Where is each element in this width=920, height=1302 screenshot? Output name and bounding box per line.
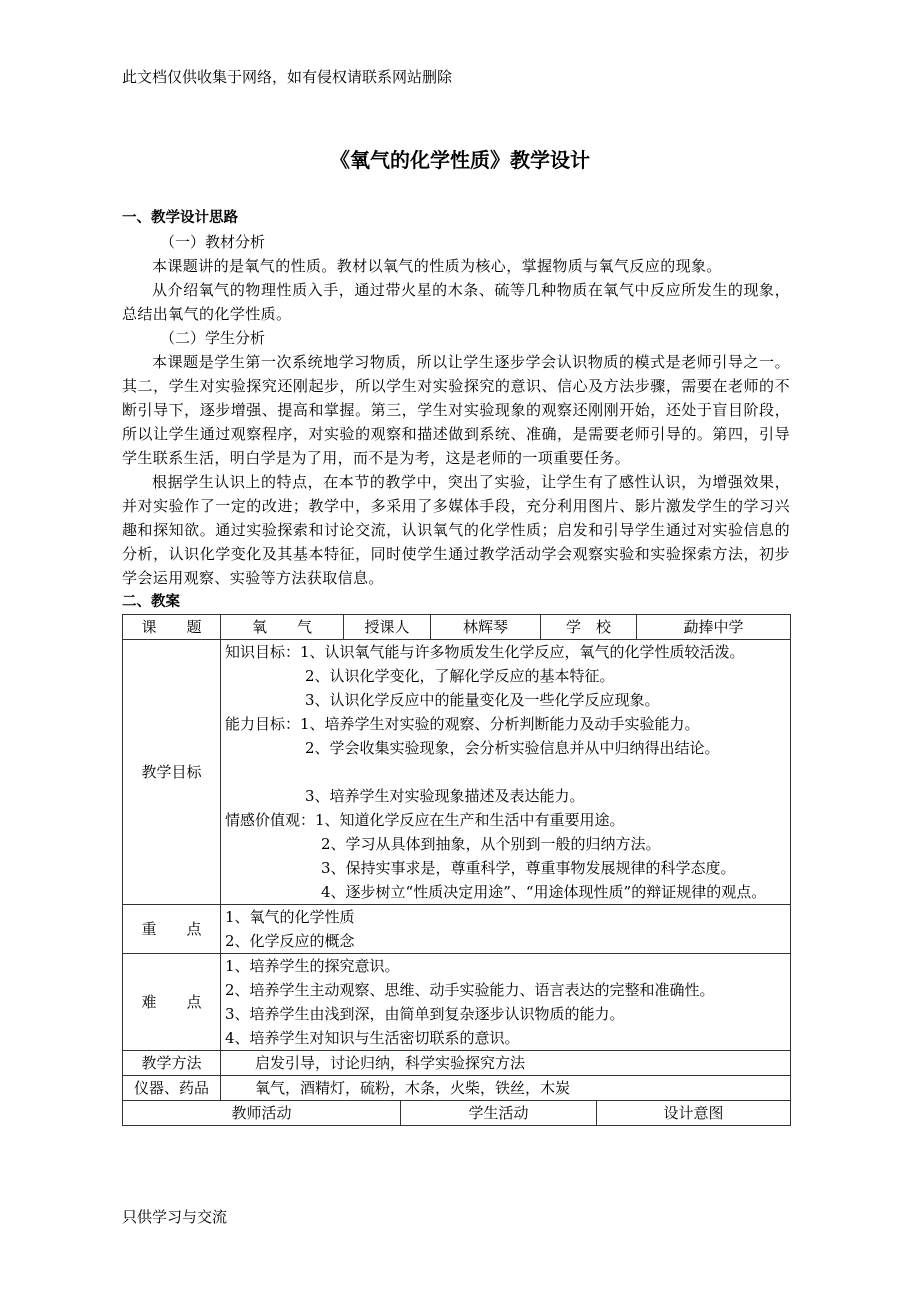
table-row bbox=[123, 615, 791, 640]
activity-header-table bbox=[122, 1100, 791, 1126]
table-row bbox=[123, 905, 791, 954]
method-cell: 启发引导，讨论归纳，科学实验探究方法 bbox=[221, 1051, 791, 1076]
goal-line: 3、认识化学反应中的能量变化及一些化学反应现象。 bbox=[305, 691, 660, 709]
focus-label: 重 点 bbox=[123, 905, 221, 954]
table-row bbox=[123, 1101, 791, 1126]
focus-line: 2、化学反应的概念 bbox=[225, 932, 355, 950]
table-row bbox=[123, 1051, 791, 1076]
paragraph: 根据学生认识上的特点，在本节的教学中，突出了实验，让学生有了感性认识，为增强效果，并对实验作了一定的改进；教学中，多采用了多媒体手段，充分利用图片、影片激发学生的学习兴趣和探知欲。通过实验探索和讨论交流，认识氧气的化学性质；启发和引导学生通过对实验信息的分析，认识化学变化及其基本特征，同时使学生通过教学活动学会观察实验和实验探索方法，初步学会运用观察、实验等方法获取信息。 bbox=[122, 473, 790, 587]
paragraph: 从介绍氧气的物理性质入手，通过带火星的木条、硫等几种物质在氧气中反应所发生的现象，总结出氧气的化学性质。 bbox=[122, 281, 790, 323]
cell-school: 勐捧中学 bbox=[637, 615, 791, 640]
goal-line: 3、培养学生对实验现象描述及表达能力。 bbox=[305, 787, 585, 805]
cell-teacher: 林辉琴 bbox=[431, 615, 541, 640]
method-label: 教学方法 bbox=[123, 1051, 221, 1076]
goal-line: 2、学习从具体到抽象，从个别到一般的归纳方法。 bbox=[321, 835, 661, 853]
paragraph: 本课题是学生第一次系统地学习物质，所以让学生逐步学会认识物质的模式是老师引导之一。其二，学生对实验探究还刚起步，所以学生对实验探究的意识、信心及方法步骤，需要在老师的不断引导下，逐步增强、提高和掌握。第三，学生对实验现象的观察还刚刚开始，还处于盲目阶段，所以让学生通过观察程序，对实验的观察和描述做到系统、准确，是需要老师引导的。第四，引导学生联系生活，明白学是为了用，而不是为考，这是老师的一项重要任务。 bbox=[122, 353, 790, 467]
goal-line: 情感价值观：1、知道化学反应在生产和生活中有重要用途。 bbox=[225, 811, 625, 829]
table-row bbox=[123, 640, 791, 905]
goals-cell bbox=[221, 640, 791, 905]
lesson-plan-table bbox=[122, 614, 791, 1101]
subsection-heading: （二）学生分析 bbox=[160, 329, 266, 347]
paragraph: 本课题讲的是氧气的性质。教材以氧气的性质为核心，掌握物质与氧气反应的现象。 bbox=[152, 257, 722, 275]
goal-line: 2、认识化学变化，了解化学反应的基本特征。 bbox=[305, 667, 615, 685]
goal-line: 能力目标：1、培养学生对实验的观察、分析判断能力及动手实验能力。 bbox=[225, 715, 700, 733]
goal-line: 4、逐步树立“性质决定用途”、“用途体现性质”的辩证规律的观点。 bbox=[321, 883, 767, 901]
footer-note: 只供学习与交流 bbox=[122, 1208, 228, 1226]
goal-line: 知识目标：1、认识氧气能与许多物质发生化学反应，氧气的化学性质较活泼。 bbox=[225, 643, 745, 661]
section-heading: 一、教学设计思路 bbox=[122, 210, 238, 226]
focus-line: 1、氧气的化学性质 bbox=[225, 908, 355, 926]
difficulty-line: 1、培养学生的探究意识。 bbox=[225, 957, 400, 975]
section-heading: 二、教案 bbox=[122, 594, 180, 610]
difficulty-label: 难 点 bbox=[123, 954, 221, 1051]
header-design-intent: 设计意图 bbox=[597, 1101, 791, 1126]
table-row bbox=[123, 954, 791, 1051]
cell-label: 授课人 bbox=[344, 615, 431, 640]
goal-line: 3、保持实事求是，尊重科学，尊重事物发展规律的科学态度。 bbox=[321, 859, 736, 877]
table-row bbox=[123, 1076, 791, 1101]
difficulty-line: 4、培养学生对知识与生活密切联系的意识。 bbox=[225, 1029, 520, 1047]
focus-cell bbox=[221, 905, 791, 954]
difficulty-line: 2、培养学生主动观察、思维、动手实验能力、语言表达的完整和准确性。 bbox=[225, 981, 715, 999]
cell-label: 课 题 bbox=[123, 615, 221, 640]
document-body bbox=[122, 206, 790, 1126]
equipment-cell: 氧气，酒精灯，硫粉，木条，火柴，铁丝，木炭 bbox=[221, 1076, 791, 1101]
header-teacher-activity: 教师活动 bbox=[123, 1101, 401, 1126]
difficulty-cell bbox=[221, 954, 791, 1051]
goal-line: 2、学会收集实验现象，会分析实验信息并从中归纳得出结论。 bbox=[305, 739, 720, 757]
subsection-heading: （一）教材分析 bbox=[160, 233, 266, 251]
header-student-activity: 学生活动 bbox=[401, 1101, 597, 1126]
cell-label: 学 校 bbox=[541, 615, 637, 640]
document-title: 《氧气的化学性质》教学设计 bbox=[330, 148, 590, 172]
header-note: 此文档仅供收集于网络，如有侵权请联系网站删除 bbox=[122, 68, 453, 86]
goals-label: 教学目标 bbox=[123, 640, 221, 905]
cell-topic: 氧 气 bbox=[221, 615, 344, 640]
difficulty-line: 3、培养学生由浅到深，由简单到复杂逐步认识物质的能力。 bbox=[225, 1005, 625, 1023]
equipment-label: 仪器、药品 bbox=[123, 1076, 221, 1101]
